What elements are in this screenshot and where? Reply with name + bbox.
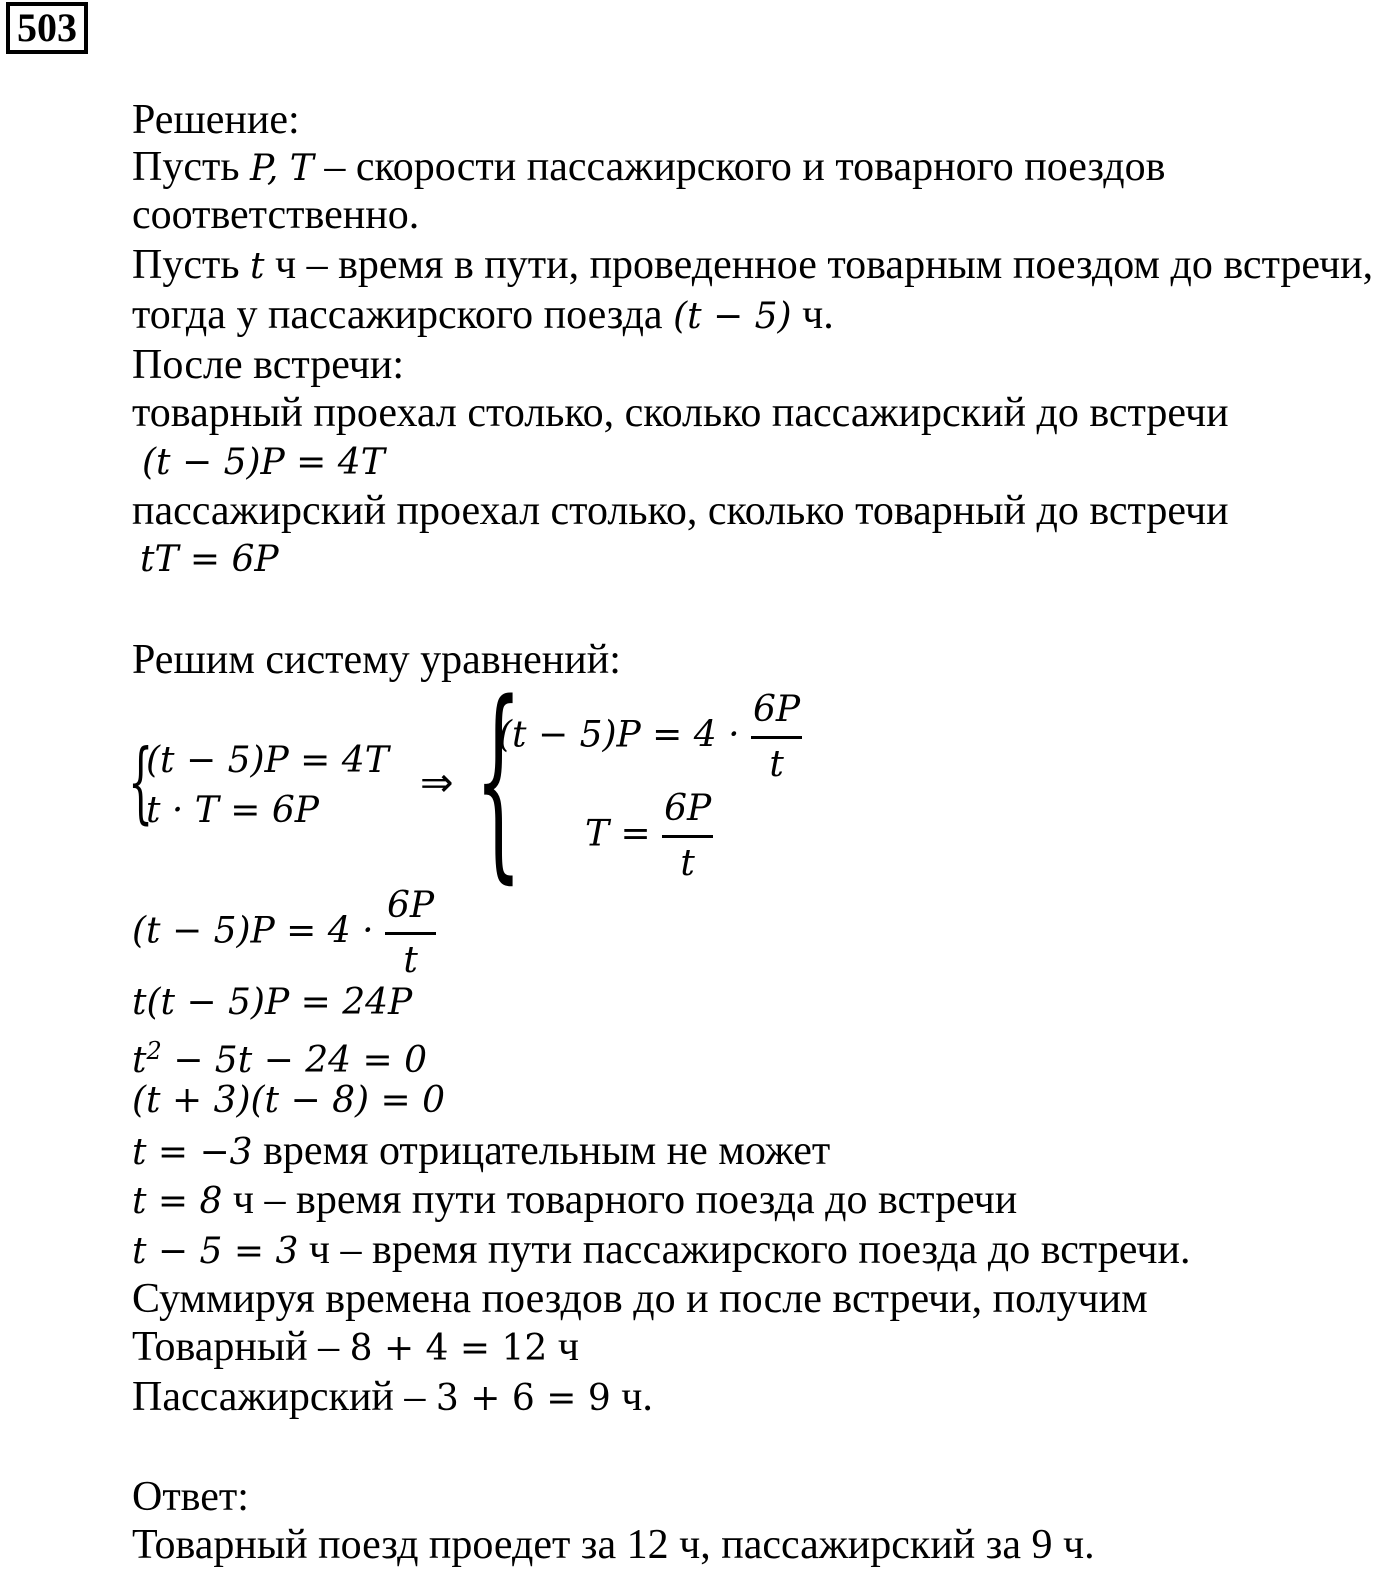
fraction: $\frac{6P}{t}$: [662, 783, 713, 890]
system-right-eq-1: (t − 5)P = 4 · $\frac{6P}{t}$: [498, 684, 802, 791]
step-7: t − 5 = 3 ч – время пути пассажирского поезда до встречи.: [132, 1227, 1191, 1273]
system-label: Решим систему уравнений:: [132, 637, 621, 683]
step-6: t = 8 ч – время пути товарного поезда до встречи: [132, 1177, 1018, 1223]
step-5: t = −3 время отрицательным не может: [132, 1128, 831, 1174]
task-number: 503: [6, 2, 88, 54]
system-left-eq-1: (t − 5)P = 4T: [146, 740, 389, 781]
fraction: $\frac{6P}{t}$: [385, 880, 436, 987]
right-brace: {: [475, 657, 522, 902]
step-2: t(t − 5)P = 24P: [132, 982, 413, 1023]
equation-2: tT = 6P: [140, 539, 279, 580]
step-4: (t + 3)(t − 8) = 0: [132, 1080, 445, 1121]
after-meeting-line-1: товарный проехал столько, сколько пассажирский до встречи: [132, 390, 1229, 436]
passenger-time-expr: (t − 5): [673, 296, 792, 337]
step-9: Товарный – 8 + 4 = 12 ч: [132, 1324, 579, 1370]
step-8: Суммируя времена поездов до и после встречи, получим: [132, 1276, 1148, 1322]
intro-line-1: Пусть P, T – скорости пассажирского и товарного поездов: [132, 144, 1166, 190]
step-3: $t^2 - 5t - 24 = 0$: [132, 1037, 427, 1081]
solution-label: Решение:: [132, 97, 300, 143]
time-variable: t: [249, 246, 265, 287]
system-left-eq-2: t · T = 6P: [146, 790, 319, 831]
answer-text: Товарный поезд проедет за 12 ч, пассажирский за 9 ч.: [132, 1522, 1095, 1568]
left-brace: {: [128, 730, 154, 833]
fraction: $\frac{6P}{t}$: [751, 684, 802, 791]
intro-line-4: тогда у пассажирского поезда (t − 5) ч.: [132, 292, 834, 338]
implies-arrow: ⇒: [420, 760, 454, 806]
after-meeting-label: После встречи:: [132, 342, 405, 388]
answer-label: Ответ:: [132, 1474, 249, 1520]
speed-variables: P, T: [249, 148, 314, 189]
after-meeting-line-2: пассажирский проехал столько, сколько товарный до встречи: [132, 488, 1229, 534]
intro-line-2: соответственно.: [132, 192, 420, 238]
step-10: Пассажирский – 3 + 6 = 9 ч.: [132, 1374, 653, 1420]
system-right-eq-2: T = $\frac{6P}{t}$: [585, 783, 713, 890]
intro-line-3: Пусть t ч – время в пути, проведенное товарным поездом до встречи,: [132, 242, 1374, 288]
equation-1: (t − 5)P = 4T: [142, 442, 385, 483]
step-1: (t − 5)P = 4 · $\frac{6P}{t}$: [132, 880, 436, 987]
